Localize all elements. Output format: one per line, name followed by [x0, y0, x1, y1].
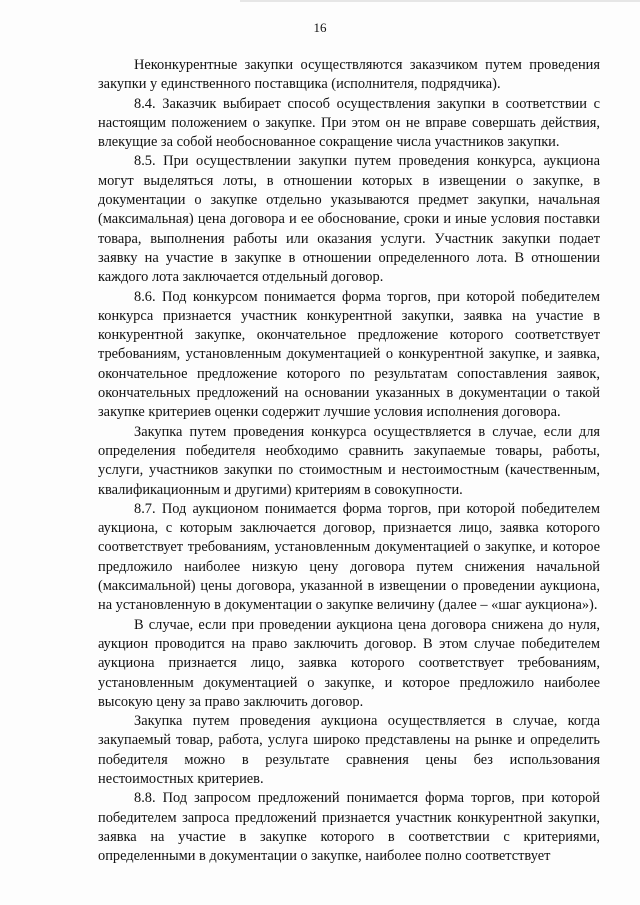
page-number: 16 [313, 20, 327, 35]
paragraph-8-6: 8.6. Под конкурсом понимается форма торгов, при которой победителем конкурса признается участник конкурентной закупки, заявка на участие в конкурентной закупке, окончательное предложение которого соответствует требованиям, установленным документацией о конкурентной закупке, и заявка, окончательное предложение которого по результатам сопоставления заявок, окончательных предложений на основании указанных в документации о такой закупке критериев оценки содержит лучшие условия исполнения договора. [98, 288, 600, 421]
paragraph-auction-zero-price: В случае, если при проведении аукциона цена договора снижена до нуля, аукцион проводится на право заключить договор. В этом случае победителем аукциона признается лицо, заявка которого соответствует требованиям, установленным документацией о закупке, и которое предложило наиболее высокую цену за право заключить договор. [98, 616, 600, 710]
paragraph-auction-conditions: Закупка путем проведения аукциона осуществляется в случае, когда закупаемый товар, работа, услуга широко представлены на рынке и определить победителя можно в результате сравнения цены без использования нестоимостных критериев. [98, 713, 600, 787]
paragraph-8-5: 8.5. При осуществлении закупки путем проведения конкурса, аукциона могут выделяться лоты, в отношении которых в извещении о закупке, в документации о закупке отдельно указываются предмет закупки, начальная (максимальная) цена договора и ее обоснование, сроки и иные условия поставки товара, выполнения работы или оказания услуги. Участник закупки подает заявку на участие в закупке в отношении определенного лота. В отношении каждого лота заключается отдельный договор. [98, 153, 600, 286]
paragraph-contest-conditions: Закупка путем проведения конкурса осуществляется в случае, если для определения победителя необходимо сравнить закупаемые товары, работы, услуги, участников закупки по стоимостным и нестоимостным (качественным, квалификационным и другими) критериям в совокупности. [98, 423, 600, 498]
body-text [98, 56, 600, 866]
scan-edge-line [240, 0, 640, 2]
paragraph-8-8: 8.8. Под запросом предложений понимается форма торгов, при которой победителем запроса предложений признается участник конкурентной закупки, заявка на участие в закупке которого в соответствии с критериями, определенными в документации о закупке, наиболее полно соответствует [98, 790, 600, 865]
paragraph-8-7: 8.7. Под аукционом понимается форма торгов, при которой победителем аукциона, с которым заключается договор, признается лицо, заявка которого соответствует требованиям, установленным документацией о закупке, и которое предложило наиболее низкую цену договора путем снижения начальной (максимальной) цены договора, указанной в извещении о проведении аукциона, на установленную в документации о закупке величину (далее – «шаг аукциона»). [98, 500, 600, 614]
paragraph-non-competitive: Неконкурентные закупки осуществляются заказчиком путем проведения закупки у единственного поставщика (исполнителя, подрядчика). [98, 57, 600, 93]
paragraph-8-4: 8.4. Заказчик выбирает способ осуществления закупки в соответствии с настоящим положением о закупке. При этом он не вправе совершать действия, влекущие за собой необоснованное сокращение числа участников закупки. [98, 95, 600, 151]
